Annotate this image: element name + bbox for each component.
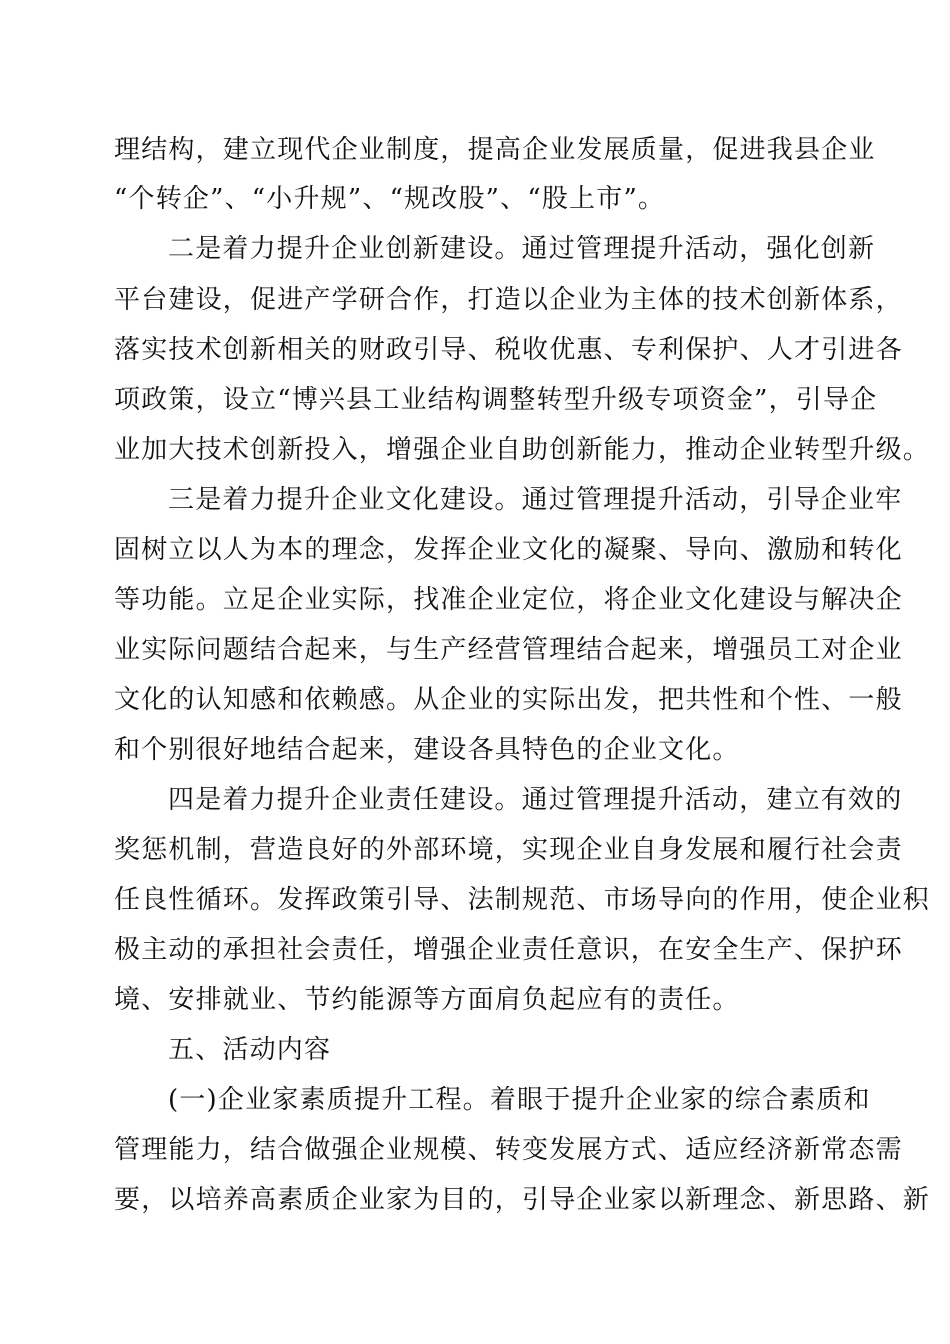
text-line: 境、安排就业、节约能源等方面肩负起应有的责任。 (114, 985, 740, 1015)
text-line: “个转企”、“小升规”、“规改股”、“股上市”。 (114, 184, 666, 214)
text-line: 落实技术创新相关的财政引导、税收优惠、专利保护、人才引进各 (114, 335, 903, 365)
text-line: 等功能。立足企业实际，找准企业定位，将企业文化建设与解决企 (114, 585, 903, 615)
text-line: 管理能力，结合做强企业规模、转变发展方式、适应经济新常态需 (114, 1135, 903, 1165)
text-line: 要，以培养高素质企业家为目的，引导企业家以新理念、新思路、新 (114, 1185, 931, 1215)
text-line: 业实际问题结合起来，与生产经营管理结合起来，增强员工对企业 (114, 635, 903, 665)
text-line: 文化的认知感和依赖感。从企业的实际出发，把共性和个性、一般 (114, 685, 903, 715)
text-line: 奖惩机制，营造良好的外部环境，实现企业自身发展和履行社会责 (114, 835, 903, 865)
paragraph-start-line: 三是着力提升企业文化建设。通过管理提升活动，引导企业牢 (168, 485, 903, 515)
text-line: 理结构，建立现代企业制度，提高企业发展质量，促进我县企业 (114, 135, 876, 165)
section-heading: 五、活动内容 (168, 1035, 332, 1065)
text-line: 业加大技术创新投入，增强企业自助创新能力，推动企业转型升级。 (114, 435, 931, 465)
paragraph-start-line: (一)企业家素质提升工程。着眼于提升企业家的综合素质和 (168, 1085, 871, 1115)
text-line: 固树立以人为本的理念，发挥企业文化的凝聚、导向、激励和转化 (114, 535, 903, 565)
text-line: 极主动的承担社会责任，增强企业责任意识，在安全生产、保护环 (114, 935, 903, 965)
text-line: 平台建设，促进产学研合作，打造以企业为主体的技术创新体系， (114, 285, 903, 315)
text-line: 项政策，设立“博兴县工业结构调整转型升级专项资金”，引导企 (114, 385, 878, 415)
text-line: 和个别很好地结合起来，建设各具特色的企业文化。 (114, 735, 740, 765)
paragraph-start-line: 二是着力提升企业创新建设。通过管理提升活动，强化创新 (168, 234, 876, 264)
paragraph-start-line: 四是着力提升企业责任建设。通过管理提升活动，建立有效的 (168, 785, 903, 815)
text-line: 任良性循环。发挥政策引导、法制规范、市场导向的作用，使企业积 (114, 885, 931, 915)
